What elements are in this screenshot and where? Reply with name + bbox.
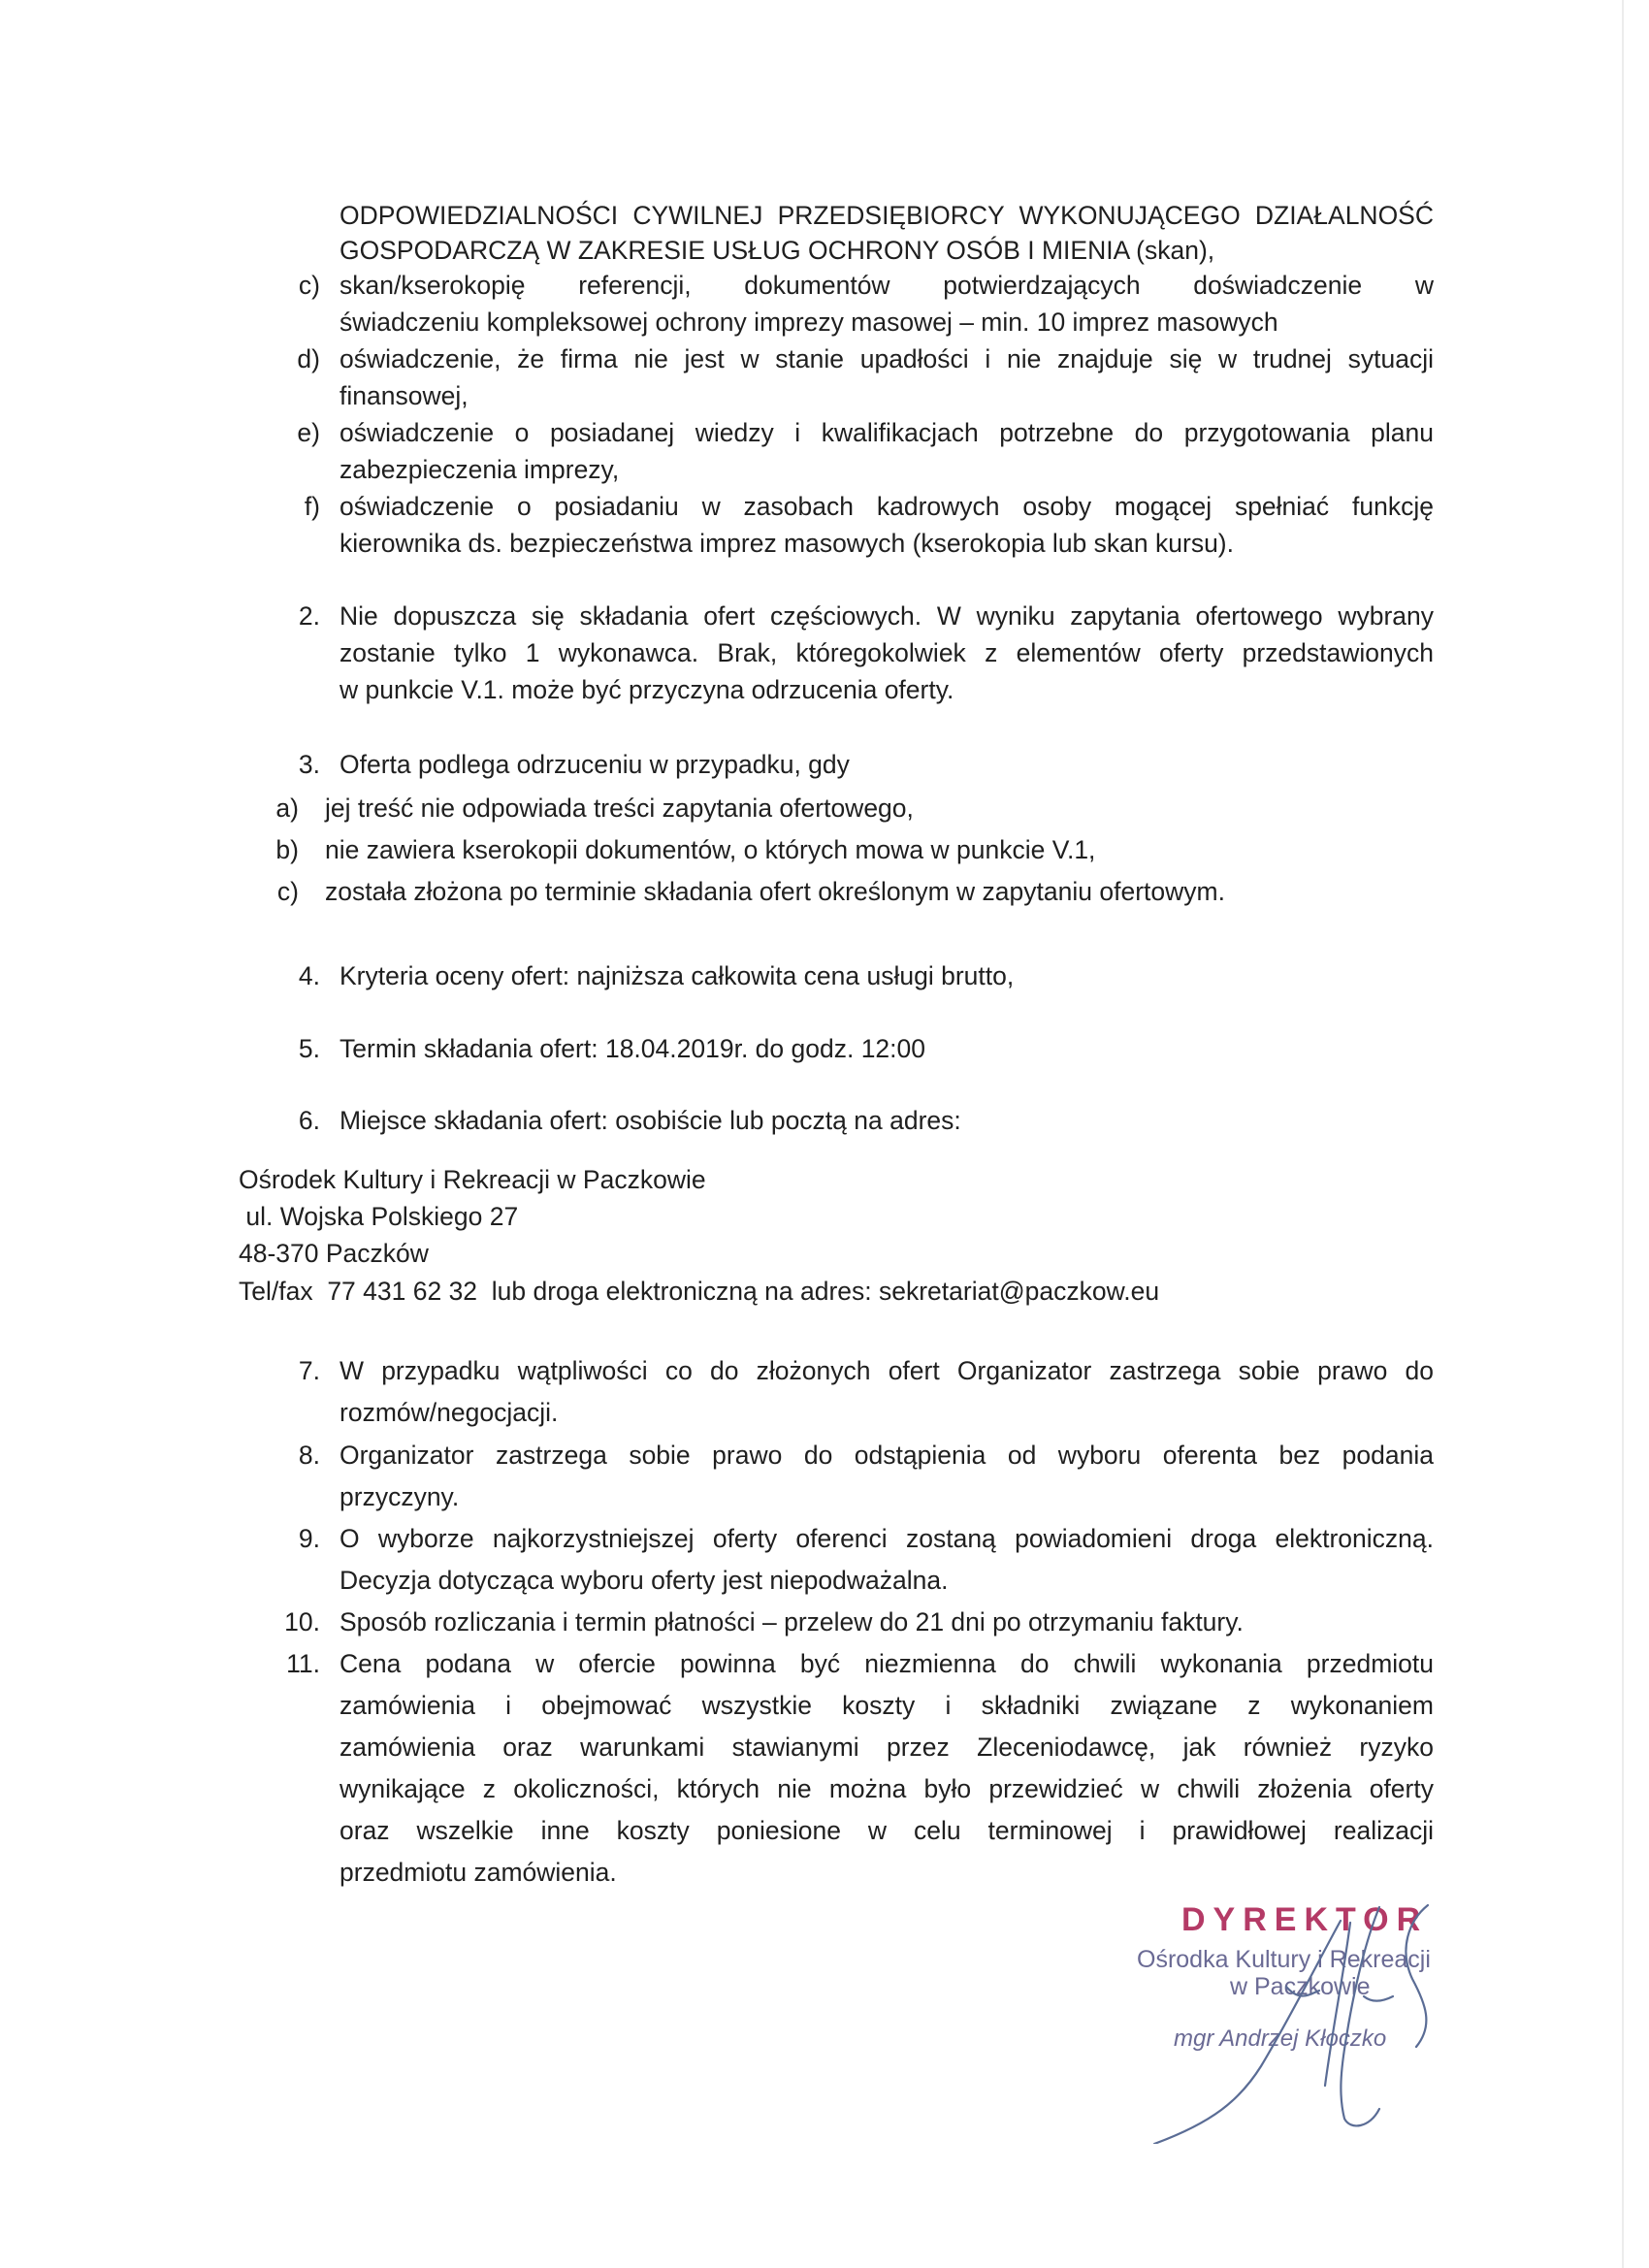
list-marker: a) — [275, 794, 299, 823]
director-stamp — [1125, 1901, 1513, 2144]
list-marker: 5. — [298, 1034, 320, 1063]
text-line: przedmiotu zamówienia. — [340, 1858, 617, 1887]
text-line: finansowej, — [340, 381, 469, 410]
stamp-organization: Ośrodka Kultury i Rekreacji — [1137, 1946, 1431, 1973]
text-line: Miejsce składania ofert: osobiście lub pocztą na adres: — [340, 1106, 961, 1135]
text-line: zamówienia oraz warunkami stawianymi przez Zleceniodawcę, jak również ryzyko — [340, 1733, 1434, 1762]
list-marker: 8. — [298, 1441, 320, 1470]
list-marker: 3. — [298, 750, 320, 779]
address-line: Ośrodek Kultury i Rekreacji w Paczkowie — [239, 1165, 706, 1194]
text-line: wynikające z okoliczności, których nie można było przewidzieć w chwili złożenia oferty — [340, 1774, 1434, 1803]
text-line: Termin składania ofert: 18.04.2019r. do godz. 12:00 — [340, 1034, 926, 1063]
text-line: świadczeniu kompleksowej ochrony imprezy masowej – min. 10 imprez masowych — [340, 308, 1278, 337]
text-line: Nie dopuszcza się składania ofert częściowych. W wyniku zapytania ofertowego wybrany — [340, 601, 1434, 631]
list-marker: c) — [298, 271, 320, 300]
list-marker: d) — [297, 344, 320, 373]
text-line: Sposób rozliczania i termin płatności – przelew do 21 dni po otrzymaniu faktury. — [340, 1607, 1244, 1636]
text-line: ODPOWIEDZIALNOŚCI CYWILNEJ PRZEDSIĘBIORCY WYKONUJĄCEGO DZIAŁALNOŚĆ — [340, 201, 1434, 230]
text-line: oświadczenie o posiadaniu w zasobach kadrowych osoby mogącej spełniać funkcję — [340, 492, 1434, 521]
text-line: zostanie tylko 1 wykonawca. Brak, któregokolwiek z elementów oferty przedstawionych — [340, 638, 1434, 667]
list-marker: b) — [275, 835, 299, 864]
handwritten-signature — [1125, 1901, 1513, 2144]
text-line: w punkcie V.1. może być przyczyna odrzucenia oferty. — [340, 675, 954, 704]
text-line: Organizator zastrzega sobie prawo do odstąpienia od wyboru oferenta bez podania — [340, 1441, 1434, 1470]
text-line: Oferta podlega odrzuceniu w przypadku, gdy — [340, 750, 850, 779]
text-line: kierownika ds. bezpieczeństwa imprez masowych (kserokopia lub skan kursu). — [340, 529, 1234, 558]
text-line: O wyborze najkorzystniejszej oferty oferenci zostaną powiadomieni droga elektroniczną. — [340, 1524, 1434, 1553]
text-line: nie zawiera kserokopii dokumentów, o których mowa w punkcie V.1, — [325, 835, 1096, 864]
text-line: została złożona po terminie składania ofert określonym w zapytaniu ofertowym. — [325, 877, 1225, 906]
text-line: GOSPODARCZĄ W ZAKRESIE USŁUG OCHRONY OSÓB I MIENIA (skan), — [340, 236, 1215, 265]
list-marker: 6. — [298, 1106, 320, 1135]
list-marker: 7. — [298, 1356, 320, 1385]
address-line: 48-370 Paczków — [239, 1239, 429, 1268]
page-edge — [1622, 0, 1624, 2268]
list-marker: c) — [276, 877, 299, 906]
stamp-city: w Paczkowie — [1230, 1973, 1371, 2000]
text-line: zamówienia i obejmować wszystkie koszty i składniki związane z wykonaniem — [340, 1691, 1434, 1720]
list-marker: 4. — [298, 961, 320, 990]
stamp-title: DYREKTOR — [1181, 1901, 1429, 1938]
text-line: W przypadku wątpliwości co do złożonych ofert Organizator zastrzega sobie prawo do — [340, 1356, 1434, 1385]
text-line: skan/kserokopię referencji, dokumentów potwierdzających doświadczenie w — [340, 271, 1434, 300]
text-line: przyczyny. — [340, 1482, 460, 1511]
list-marker: f) — [304, 492, 320, 521]
text-line: oraz wszelkie inne koszty poniesione w celu terminowej i prawidłowej realizacji — [340, 1816, 1434, 1845]
stamp-name: mgr Andrzej Kłoczko — [1174, 2025, 1387, 2052]
text-line: Cena podana w ofercie powinna być niezmienna do chwili wykonania przedmiotu — [340, 1649, 1434, 1678]
text-line: oświadczenie, że firma nie jest w stanie upadłości i nie znajduje się w trudnej sytuacji — [340, 344, 1434, 373]
list-marker: 9. — [298, 1524, 320, 1553]
text-line: oświadczenie o posiadanej wiedzy i kwalifikacjach potrzebne do przygotowania planu — [340, 418, 1434, 447]
text-line: Kryteria oceny ofert: najniższa całkowita cena usługi brutto, — [340, 961, 1015, 990]
address-line: Tel/fax 77 431 62 32 lub droga elektroniczną na adres: sekretariat@paczkow.eu — [239, 1277, 1160, 1306]
list-marker: 10. — [284, 1607, 320, 1636]
list-marker: e) — [297, 418, 320, 447]
text-line: jej treść nie odpowiada treści zapytania ofertowego, — [325, 794, 914, 823]
text-line: rozmów/negocjacji. — [340, 1398, 559, 1427]
text-line: zabezpieczenia imprezy, — [340, 455, 620, 484]
list-marker: 11. — [286, 1649, 320, 1678]
list-marker: 2. — [298, 601, 320, 631]
text-line: Decyzja dotycząca wyboru oferty jest niepodważalna. — [340, 1566, 949, 1595]
address-line: ul. Wojska Polskiego 27 — [239, 1202, 519, 1231]
